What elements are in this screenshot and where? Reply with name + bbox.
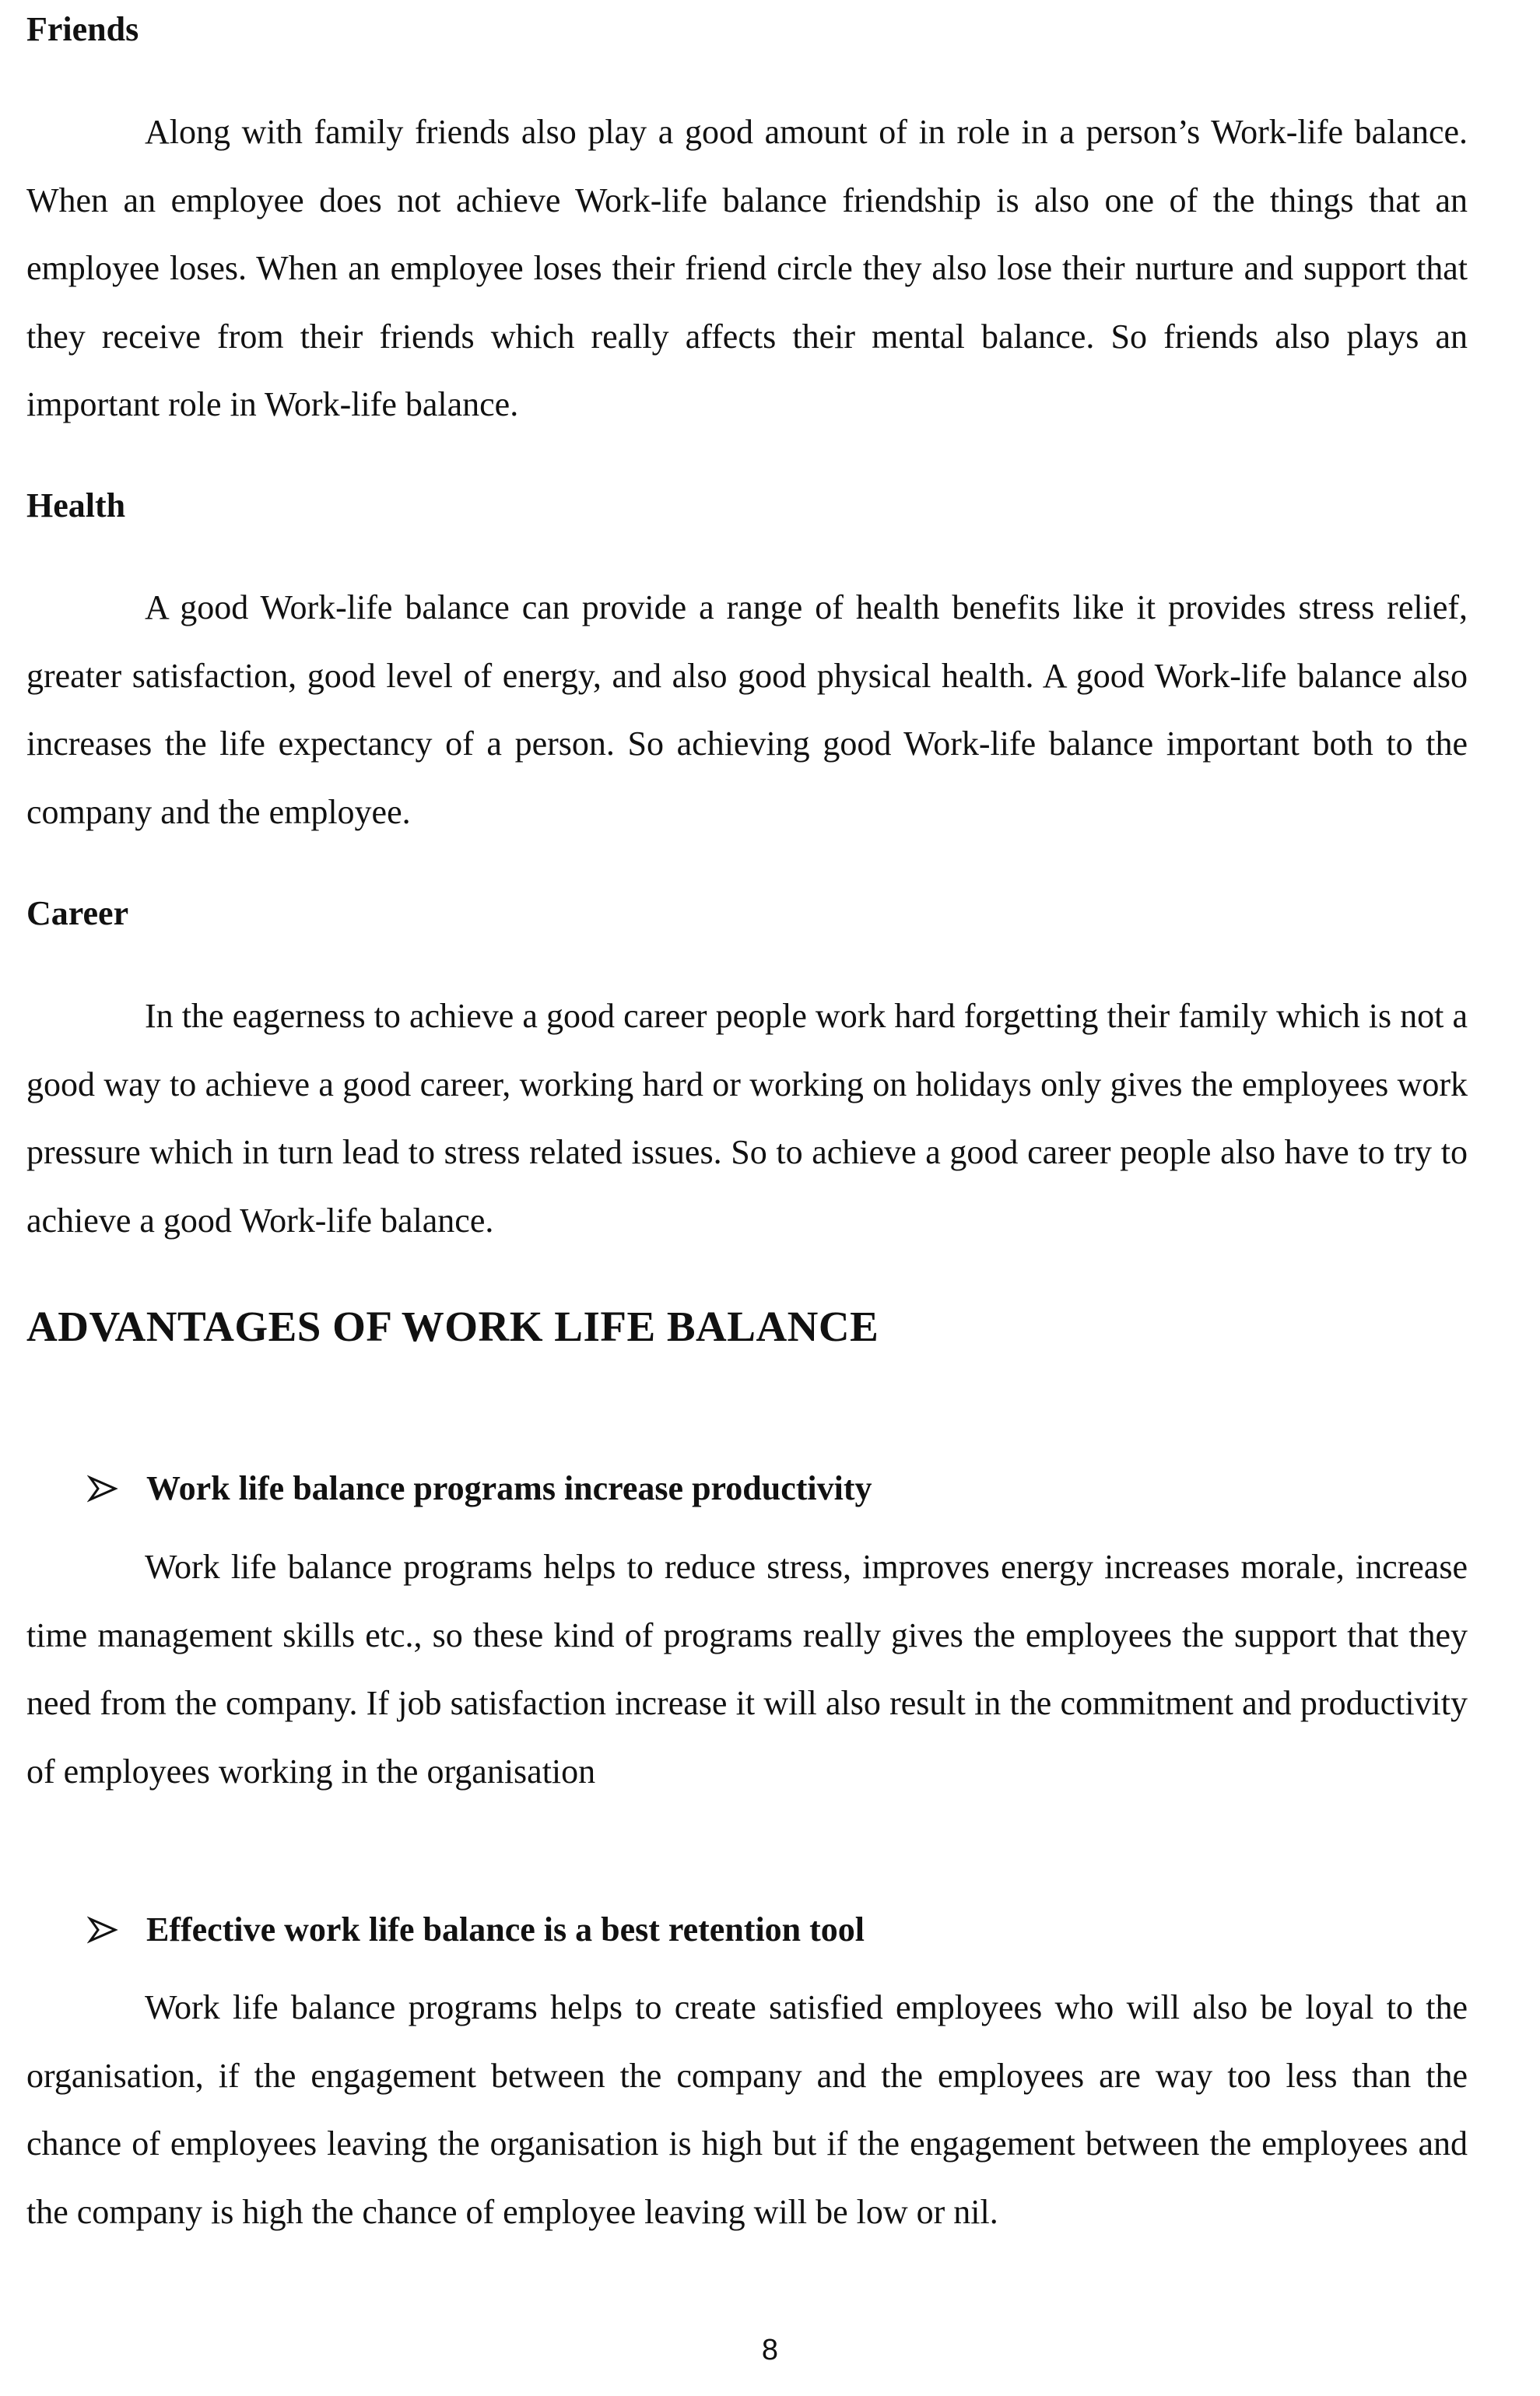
arrowhead-bullet-icon: [87, 1473, 118, 1504]
section-health-body: [26, 574, 1468, 846]
section-paragraph: A good Work-life balance can provide a range of health benefits like it provides stress relief, greater satisfaction, good level of energy, and also good physical health. A good Work-life balance also increases the life expectancy of a person. So achieving good Work-life balance important both to the company and the employee.: [26, 588, 1468, 831]
section-heading: Health: [26, 486, 126, 524]
advantages-title: ADVANTAGES OF WORK LIFE BALANCE: [26, 1303, 879, 1350]
advantage-item-title: Work life balance programs increase productivity: [146, 1469, 872, 1507]
advantage-item-body: [26, 1973, 1468, 2246]
section-friends-body: [26, 98, 1468, 439]
advantage-item: [26, 1907, 1468, 1953]
advantage-item-body: [26, 1533, 1468, 1805]
section-paragraph: Along with family friends also play a good amount of in role in a person’s Work-life balance. When an employee does not achieve Work-life balance friendship is also one of the things that an employee loses. When an employee loses their friend circle they also lose their nurture and support that they receive from their friends which really affects their mental balance. So friends also plays an important role in Work-life balance.: [26, 113, 1468, 424]
section-career: [26, 892, 1468, 935]
section-heading: Friends: [26, 10, 139, 48]
arrowhead-bullet-icon: [87, 1914, 118, 1945]
section-paragraph: In the eagerness to achieve a good career people work hard forgetting their family which is not a good way to achieve a good career, working hard or working on holidays only gives the employees work pressure which in turn lead to stress related issues. So to achieve a good career people also have to try to achieve a good Work-life balance.: [26, 997, 1468, 1240]
section-friends: [26, 8, 1468, 51]
section-career-body: [26, 982, 1468, 1254]
advantage-item-paragraph: Work life balance programs helps to reduce stress, improves energy increases morale, increase time management skills etc., so these kind of programs really gives the employees the support that they need from the company. If job satisfaction increase it will also result in the commitment and productivity of employees working in the organisation: [26, 1548, 1468, 1791]
advantage-item-header: [26, 1907, 1468, 1953]
advantages-section: [26, 1300, 1468, 1354]
section-health: [26, 484, 1468, 528]
section-heading: Career: [26, 894, 129, 932]
advantage-item-header: [26, 1465, 1468, 1512]
advantage-item: [26, 1465, 1468, 1512]
page-number: 8: [761, 2334, 779, 2366]
advantage-item-title: Effective work life balance is a best retention tool: [146, 1910, 865, 1949]
advantage-item-paragraph: Work life balance programs helps to create satisfied employees who will also be loyal to the organisation, if the engagement between the company and the employees are way too less than the chance of employees leaving the organisation is high but if the engagement between the employees and the company is high the chance of employee leaving will be low or nil.: [26, 1988, 1468, 2231]
